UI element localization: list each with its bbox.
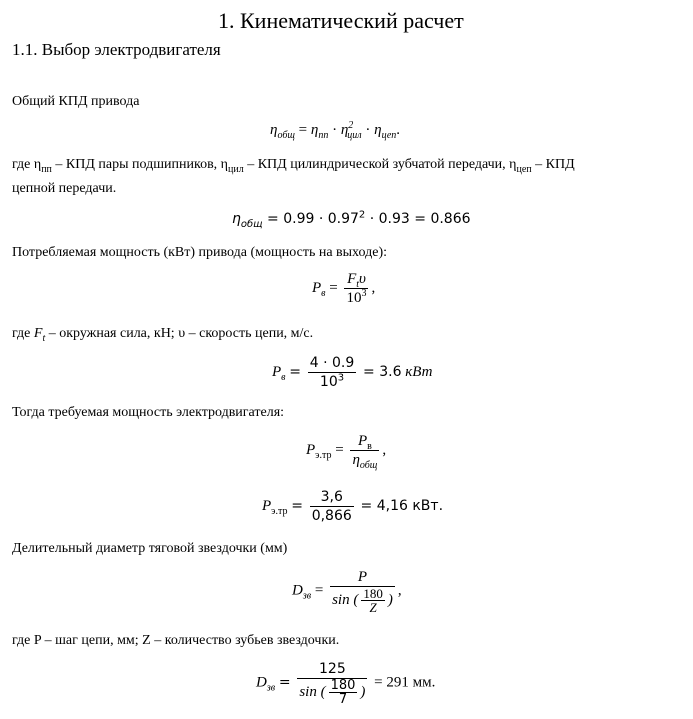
paragraph-power-legend: где $F_t$ – окружная сила, кН; υ – скорость цепи, м/с.: [12, 326, 314, 344]
formula-power-value: $P_в$ = $\frac{4 \cdot 0.9}{10^3}$ = 3.6 кВт: [272, 355, 433, 390]
paragraph-sprocket-intro: Делительный диаметр тяговой звездочки (мм): [12, 541, 288, 556]
formula-sprocket-diameter-general: $D_{зв}$ = P sin ( $\frac{180}{Z}$ ) ,: [292, 569, 402, 615]
page-title: 1. Кинематический расчет: [218, 8, 464, 33]
formula-required-power-general: $P_{э.тр}$ = $\frac{P_в}{\eta_{общ}}$ ,: [306, 433, 387, 471]
formula-required-power-value: $P_{э.тр}$ = $\frac{3,6}{0,866}$ = 4,16 кВт.: [262, 489, 444, 524]
paragraph-required-power-intro: Тогда требуемая мощность электродвигателя:: [12, 405, 285, 420]
formula-power-general: $P_в$ = $\frac{F_t\upsilon}{10^3}$ ,: [312, 271, 376, 306]
paragraph-power-intro: Потребляемая мощность (кВт) привода (мощность на выходе):: [12, 245, 388, 260]
paragraph-efficiency-legend-cont: цепной передачи.: [12, 181, 117, 196]
formula-sprocket-diameter-value: $D_{зв}$ = 125 sin ( $\frac{180}{7}$ ) = 291 мм.: [256, 661, 436, 707]
paragraph-efficiency-legend: где $\eta_{пп}$ – КПД пары подшипников, $\eta_{цил}$ – КПД цилиндрической зубчатой передачи, $\eta_{цеп}$ – КПД: [12, 157, 575, 175]
formula-efficiency-general: $\eta_{общ} = \eta_{пп} \cdot \eta^2_{цил} \cdot \eta_{цеп}$.: [270, 120, 401, 141]
section-heading: 1.1. Выбор электродвигателя: [12, 40, 221, 59]
paragraph-efficiency-intro: Общий КПД привода: [12, 94, 140, 109]
formula-efficiency-value: $\eta_{общ} = 0.99 \cdot 0.97^2 \cdot 0.93 = 0.866$: [232, 209, 471, 230]
paragraph-sprocket-legend: где P – шаг цепи, мм; Z – количество зубьев звездочки.: [12, 633, 340, 648]
